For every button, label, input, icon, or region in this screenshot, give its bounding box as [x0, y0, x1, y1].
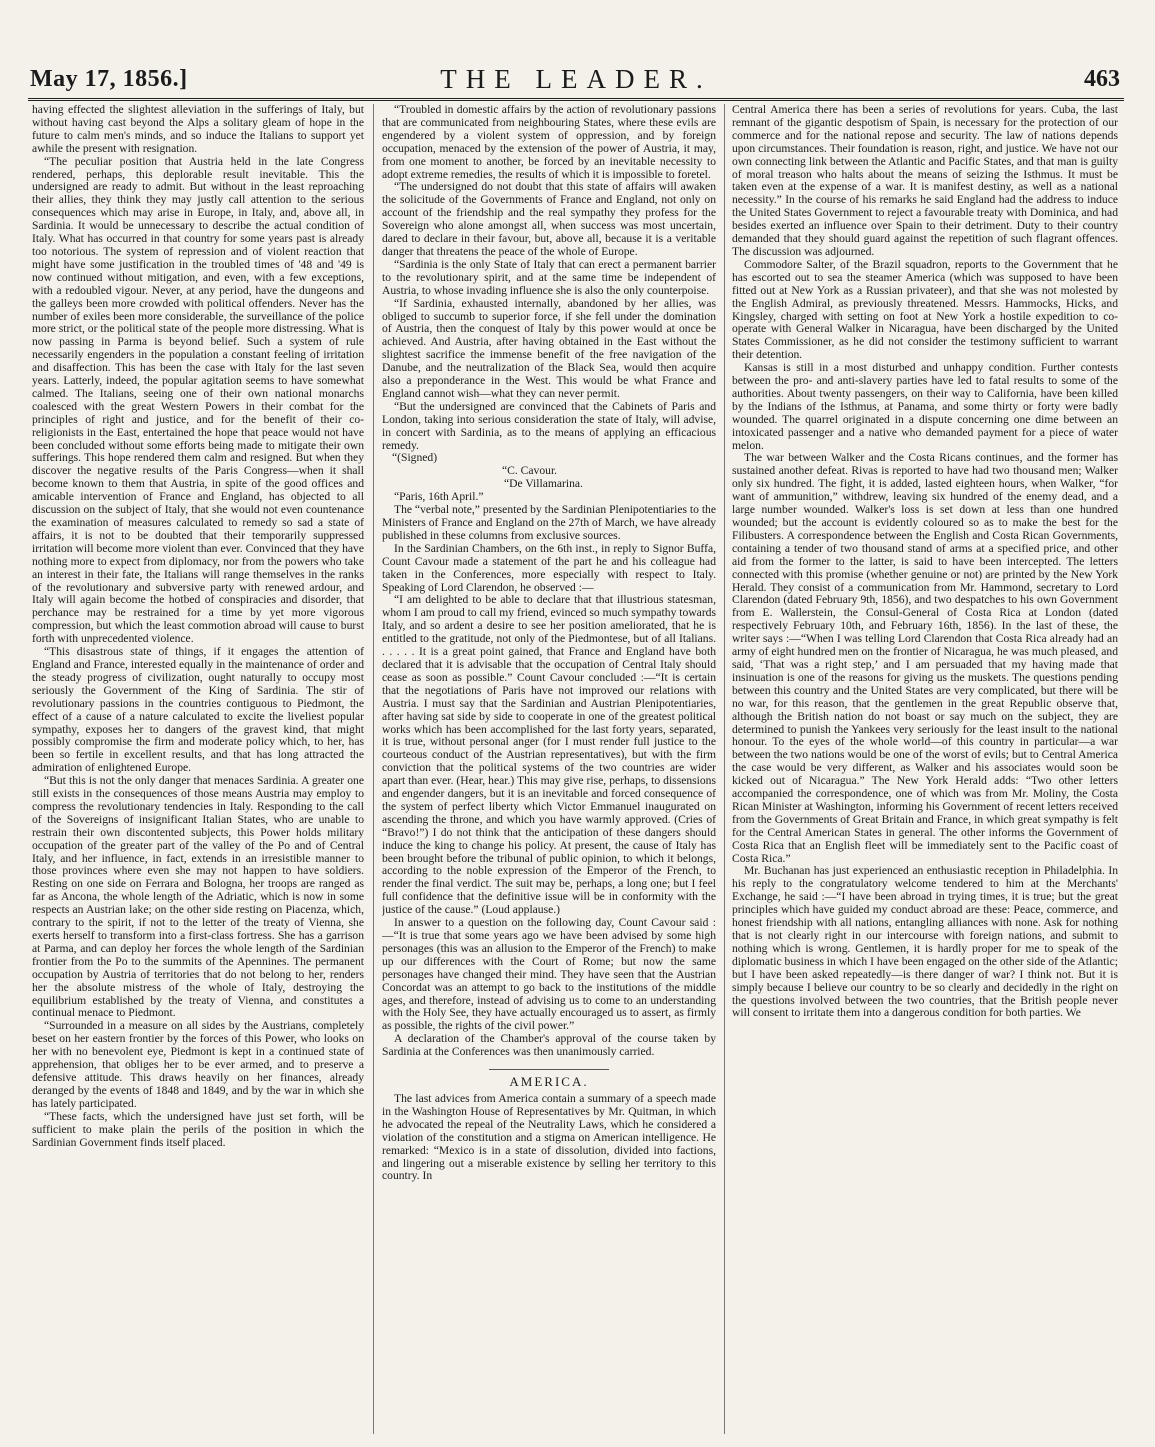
paragraph: having effected the slightest alleviation in the sufferings of Italy, but without having cast beyond the Alps a solitary gleam of hope in the future to calm men's minds, and so induce the Italians to support yet awhile the present with resignation. — [32, 104, 364, 155]
paragraph: A declaration of the Chamber's approval of the course taken by Sardinia at the Conferences was then unanimously carried. — [382, 1032, 716, 1059]
section-heading-america: AMERICA. — [509, 1074, 589, 1090]
newspaper-title: THE LEADER. — [440, 64, 712, 94]
paragraph: “Sardinia is the only State of Italy that can erect a permanent barrier to the revolutionary spirit, and at the same time be independent of Austria, to whose invading influence she is also the only counterpoise. — [382, 257, 716, 297]
paragraph: The “verbal note,” presented by the Sardinian Plenipotentiaries to the Ministers of France and England on the 27th of March, we have already published in these columns from exclusive sources. — [382, 503, 716, 542]
paragraph: “Troubled in domestic affairs by the action of revolutionary passions that are communicated from neighbouring States, where these evils are engendered by a violent system of oppression, and by foreign occupation, menaced by the extension of the power of Austria, it may, from one moment to another, be forced by an inevitable necessity to adopt extreme remedies, the results of which it is impossible to foretel. — [382, 104, 716, 181]
masthead — [28, 64, 1124, 101]
column-left — [32, 104, 364, 1439]
paragraph: “I am delighted to be able to declare that that illustrious statesman, whom I am proud to call my friend, evinced so much sympathy towards Italy, and so ardent a desire to see her position ameliorated, that he is entitled to the gratitude, not only of the Piedmontese, but of all Italians. . . . . . It is a great point gained, that France and England have both declared that it is advisable that the occupation of Central Italy should cease as soon as possible.” Count Cavour concluded :—“It is certain that the negotiations of Paris have not improved our relations with Austria. I must say that the Sardinian and Austrian Plenipotentiaries, after having sat side by side to cooperate in one of the greatest political works which has been accomplished for the last forty years, separated, it is true, without personal anger (for I must render full justice to the courteous conduct of the Austrian representatives), but with the firm conviction that the political systems of the two countries are wider apart than ever. (Hear, hear.) This may give rise, perhaps, to dissensions and engender dangers, but it is an inevitable and forced consequence of the system of perfect liberty which Victor Emmanuel inaugurated on ascending the throne, and which you have warmly approved. (Cries of “Bravo!”) I do not think that the anticipation of these dangers should induce the king to change his policy. At present, the cause of Italy has been brought before the tribunal of public opinion, to which it belongs, according to the noble expression of the Emperor of the French, to render the final verdict. The suit may be, perhaps, a long one; but I feel full confidence that the definitive issue will be in conformity with the justice of the cause.” (Loud applause.) — [382, 593, 716, 917]
page-number: 463 — [1084, 66, 1120, 92]
section-divider — [489, 1069, 609, 1070]
paragraph: “Surrounded in a measure on all sides by the Austrians, completely beset on her eastern frontier by the forces of this Power, who looks on her with no benevolent eye, Piedmont is kept in a continued state of apprehension, that obliges her to be ever armed, and to preserve a defensive attitude. This draws heavily on her finances, already deranged by the events of 1848 and 1849, and by the war in which she has lately participated. — [32, 1019, 364, 1110]
paragraph: Mr. Buchanan has just experienced an enthusiastic reception in Philadelphia. In his reply to the congratulatory welcome tendered to him at the Merchants' Exchange, he said :—“I have been abroad in trying times, it is true; but the great principles which have guided my conduct abroad are these: Peace, commerce, and honest friendship with all nations, entangling alliances with none. Ask for nothing that is not clearly right in our intercourse with foreign nations, and submit to nothing which is wrong. Gentlemen, it is hardly proper for me to speak of the diplomatic business in which I have been engaged on the other side of the Atlantic; but I have been asked repeatedly—is there danger of war? I think not. But it is simply because I believe our country to be so clearly and decidedly in the right on the questions involved between the two countries, that the British people never will consent to irritate them into a dangerous condition for both parties. We — [732, 864, 1118, 1020]
issue-date: May 17, 1856.] — [30, 66, 188, 92]
paragraph: Central America there has been a series of revolutions for years. Cuba, the last remnant of the gigantic despotism of Spain, is necessary for the protection of our commerce and for the national repose and security. The law of nations depends upon circumstances. Their foundation is reason, right, and justice. We have not our own connecting link between the Atlantic and Pacific States, and that man is guilty of moral treason who halts about the means of seizing the Isthmus. It must be taken even at the expense of a war. It is manifest destiny, as well as a national necessity.” In the course of his remarks he said England had the address to induce the United States Government to reject a favourable treaty with Dominica, and had besides exerted an influence over Spain to their detriment. Duty to their country demanded that they should guard against the repetition of such flagrant offences. The discussion was adjourned. — [732, 104, 1118, 258]
paragraph: “This disastrous state of things, if it engages the attention of England and France, interested equally in the maintenance of order and the steady progress of civilization, ought naturally to occupy most seriously the Government of the King of Sardinia. The stir of revolutionary passions in the countries contiguous to Piedmont, the effect of a cause of a nature calculated to excite the liveliest popular sympathy, exposes her to dangers of the gravest kind, that might possibly compromise the firm and moderate policy which, to her, has been so fertile in excellent results, and that has long attracted the admiration of enlightened Europe. — [32, 645, 364, 775]
paragraph: “These facts, which the undersigned have just set forth, will be sufficient to make plain the perils of the position in which the Sardinian Government finds itself placed. — [32, 1109, 364, 1149]
column-rule — [373, 104, 374, 1434]
signature-cavour: “C. Cavour. — [502, 464, 558, 478]
paragraph: Kansas is still in a most disturbed and unhappy condition. Further contests between the pro- and anti-slavery parties have led to fatal results to some of the authorities. About twenty passengers, on their way to California, have been killed by the Indians of the Isthmus, at Panama, and some thirty or forty were badly wounded. The quarrel originated in a dispute concerning one dime between an intoxicated passenger and a native who demanded payment for a piece of water melon. — [732, 361, 1118, 452]
paragraph: The last advices from America contain a summary of a speech made in the Washington House of Representatives by Mr. Quitman, in which he advocated the repeal of the Neutrality Laws, which he considered a violation of the constitution and a stigma on American intelligence. He remarked: “Mexico is in a state of dissolution, divided into factions, and lingering out a miserable existence by selling her territory to this country. In — [382, 1091, 716, 1183]
signed-label: “(Signed) — [392, 451, 438, 465]
paragraph: The war between Walker and the Costa Ricans continues, and the former has sustained another defeat. Rivas is reported to have had two thousand men; Walker only six hundred. The fight, it is added, lasted eighteen hours, when Walker, “for want of ammunition,” withdrew, leaving six hundred of the enemy dead, and a large number wounded. Walker's loss is set down at less than one hundred wounded; but the account is evidently coloured so as to make the best for the Filibusters. A correspondence between the English and Costa Rican Governments, containing a tender of two thousand stand of arms at a specified price, and other aid from the former to the latter, is said to have been intercepted. The letters connected with this promise (whether genuine or not) are printed by the New York Herald. They consist of a communication from Mr. Hammond, secretary to Lord Clarendon (dated February 9th, 1856), and two despatches to his own Government from E. Wallerstein, the Consul-General of Costa Rica at London (dated respectively February 10th, and February 16th, 1856). In the last of these, the writer says :—“When I was telling Lord Clarendon that Costa Rica already had an army of eight hundred men on the frontier of Nicaragua, he was much pleased, and said, ‘That was a right step,’ and I am persuaded that my having made that insinuation is one of the reasons for giving us the muskets. The questions pending between this country and the United States are very complicated, but there will be no war, for this reason, that the gentlemen in the great Republic observe that, although the British nation do not boast or say much on the subject, they are determined to punish the Yankees very seriously for the least insult to the national honour. To the eyes of the whole world—of this country in particular—a war between the two nations would be one of the worst of evils; but to Central America the case would be very different, as Walker and his associates would soon be kicked out of Nicaragua.” The New York Herald adds: “Two other letters accompanied the correspondence, one of which was from Mr. Moliny, the Costa Rican Minister at Washington, informing his Government of recent letters received from the Governments of Great Britain and France, in which great sympathy is felt for the Central American States in general. The other informs the Government of Costa Rica that an English fleet will be immediately sent to the Pacific coast of Costa Rica.” — [732, 451, 1118, 865]
column-middle — [382, 104, 716, 1439]
dateline: “Paris, 16th April.” — [394, 490, 484, 504]
paragraph: “But the undersigned are convinced that the Cabinets of Paris and London, taking into serious consideration the state of Italy, will advise, in concert with Sardinia, as to the means of applying an efficacious remedy. — [382, 399, 716, 452]
paragraph: “The peculiar position that Austria held in the late Congress rendered, perhaps, this deplorable result inevitable. This the undersigned are ready to admit. But without in the least reproaching their allies, they think they may justly call attention to the serious consequences which may arise in Europe, in Italy, and, above all, in Sardinia. It would be unnecessary to describe the actual condition of Italy. What has occurred in that country for some years past is already too notorious. The system of repression and of violent reaction that might have some justification in the troubled times of '48 and '49 is now continued without mitigation, and even, with a few exceptions, with a redoubled vigour. Never, at any period, have the dungeons and the galleys been more crowded with political offenders. Never has the number of exiles been more considerable, the surveillance of the police more strict, or the political state of the people more distressing. What is now passing in Parma is beyond belief. Such a system of rule necessarily engenders in the population a constant feeling of irritation and disaffection. This has been the case with Italy for the last seven years. Latterly, indeed, the popular agitation seems to have somewhat calmed. The Italians, seeing one of their own national monarchs coalesced with the great Western Powers in their combat for the principles of right and justice, and for the benefit of their co-religionists in the East, entertained the hope that peace would not have been concluded without some efforts being made to mitigate their own sufferings. This hope rendered them calm and resigned. But when they discover the negative results of the Paris Congress—when it shall become known to them that Austria, in spite of the good offices and amicable intervention of France and England, has objected to all discussion on the subject of Italy, that she would not even countenance the examination of measures calculated to remedy so sad a state of affairs, it is not to be doubted that their temporarily suppressed irritation will become more violent than ever. Convinced that they have nothing more to expect from diplomacy, nor from the powers who take an interest in their fate, the Italians will range themselves in the ranks of the revolutionary and subversive party with renewed ardour, and Italy will again become the hotbed of conspiracies and disorder, that perchance may be restrained for a time by yet more vigorous compression, but which the least commotion abroad will cause to burst forth with unprecedented violence. — [32, 154, 364, 646]
column-rule — [724, 104, 725, 1434]
paragraph: “But this is not the only danger that menaces Sardinia. A greater one still exists in the consequences of those means Austria may employ to compress the revolutionary tendencies in Italy. Responding to the call of the Sovereigns of insignificant Italian States, who are unable to restrain their own discontented subjects, this Power holds military occupation of the greater part of the valley of the Po and of Central Italy, and her influence, in fact, extends in an irresistible manner to those provinces where even she may not happen to have soldiers. Resting on one side on Ferrara and Bologna, her troops are ranged as far as Ancona, the whole length of the Adriatic, which is now in some respects an Austrian lake; on the other side resting on Piacenza, which, contrary to the spirit, if not to the letter of the treaty of Vienna, she exerts herself to transform into a first-class fortress. She has a garrison at Parma, and can deploy her forces the whole length of the Sardinian frontier from the Po to the summits of the Apennines. The permanent occupation by Austria of territories that do not belong to her, renders her the absolute mistress of the whole of Italy, destroying the equilibrium established by the treaty of Vienna, and constitutes a continual menace to Piedmont. — [32, 774, 364, 1020]
paragraph: In the Sardinian Chambers, on the 6th inst., in reply to Signor Buffa, Count Cavour made a statement of the part he and his colleague had taken in the Conferences, more especially with respect to Italy. Speaking of Lord Clarendon, he observed :— — [382, 541, 716, 594]
paragraph: In answer to a question on the following day, Count Cavour said :—“It is true that some years ago we have been advised by some high personages (this was an allusion to the Emperor of the French) to make up our differences with the Court of Rome; but now the same personages have changed their mind. They have seen that the Austrian Concordat was an attempt to go back to the institutions of the middle ages, and therefore, instead of advising us to come to an understanding with the Holy See, they have actually encouraged us to assert, as firmly as possible, the rights of the civil power.” — [382, 916, 716, 1033]
signature-villamarina: “De Villamarina. — [504, 477, 583, 491]
paragraph: “The undersigned do not doubt that this state of affairs will awaken the solicitude of the Governments of France and England, not only on account of the friendship and the real sympathy they profess for the Sovereign who alone amongst all, when success was most uncertain, dared to declare in their favour, but, above all, because it is a veritable danger that threatens the peace of the whole of Europe. — [382, 180, 716, 258]
paragraph: Commodore Salter, of the Brazil squadron, reports to the Government that he has escorted out to sea the steamer America (which was supposed to have been fitted out at New York as a Russian privateer), and that she was not molested by the English Admiral, as previously threatened. Messrs. Hammocks, Hicks, and Kingsley, charged with setting on foot at New York a hostile expedition to co-operate with General Walker in Nicaragua, have been discharged by the United States Commissioner, as he did not consider the testimony sufficient to warrant their detention. — [732, 257, 1118, 362]
paragraph: “If Sardinia, exhausted internally, abandoned by her allies, was obliged to succumb to superior force, if she fell under the domination of Austria, then the conquest of Italy by this power would at once be achieved. And Austria, after having obtained in the East without the slightest sacrifice the immense benefit of the free navigation of the Danube, and the neutralization of the Black Sea, would then acquire also a preponderance in the West. This would be what France and England cannot wish—what they can never permit. — [382, 296, 716, 400]
column-right — [732, 104, 1118, 1439]
